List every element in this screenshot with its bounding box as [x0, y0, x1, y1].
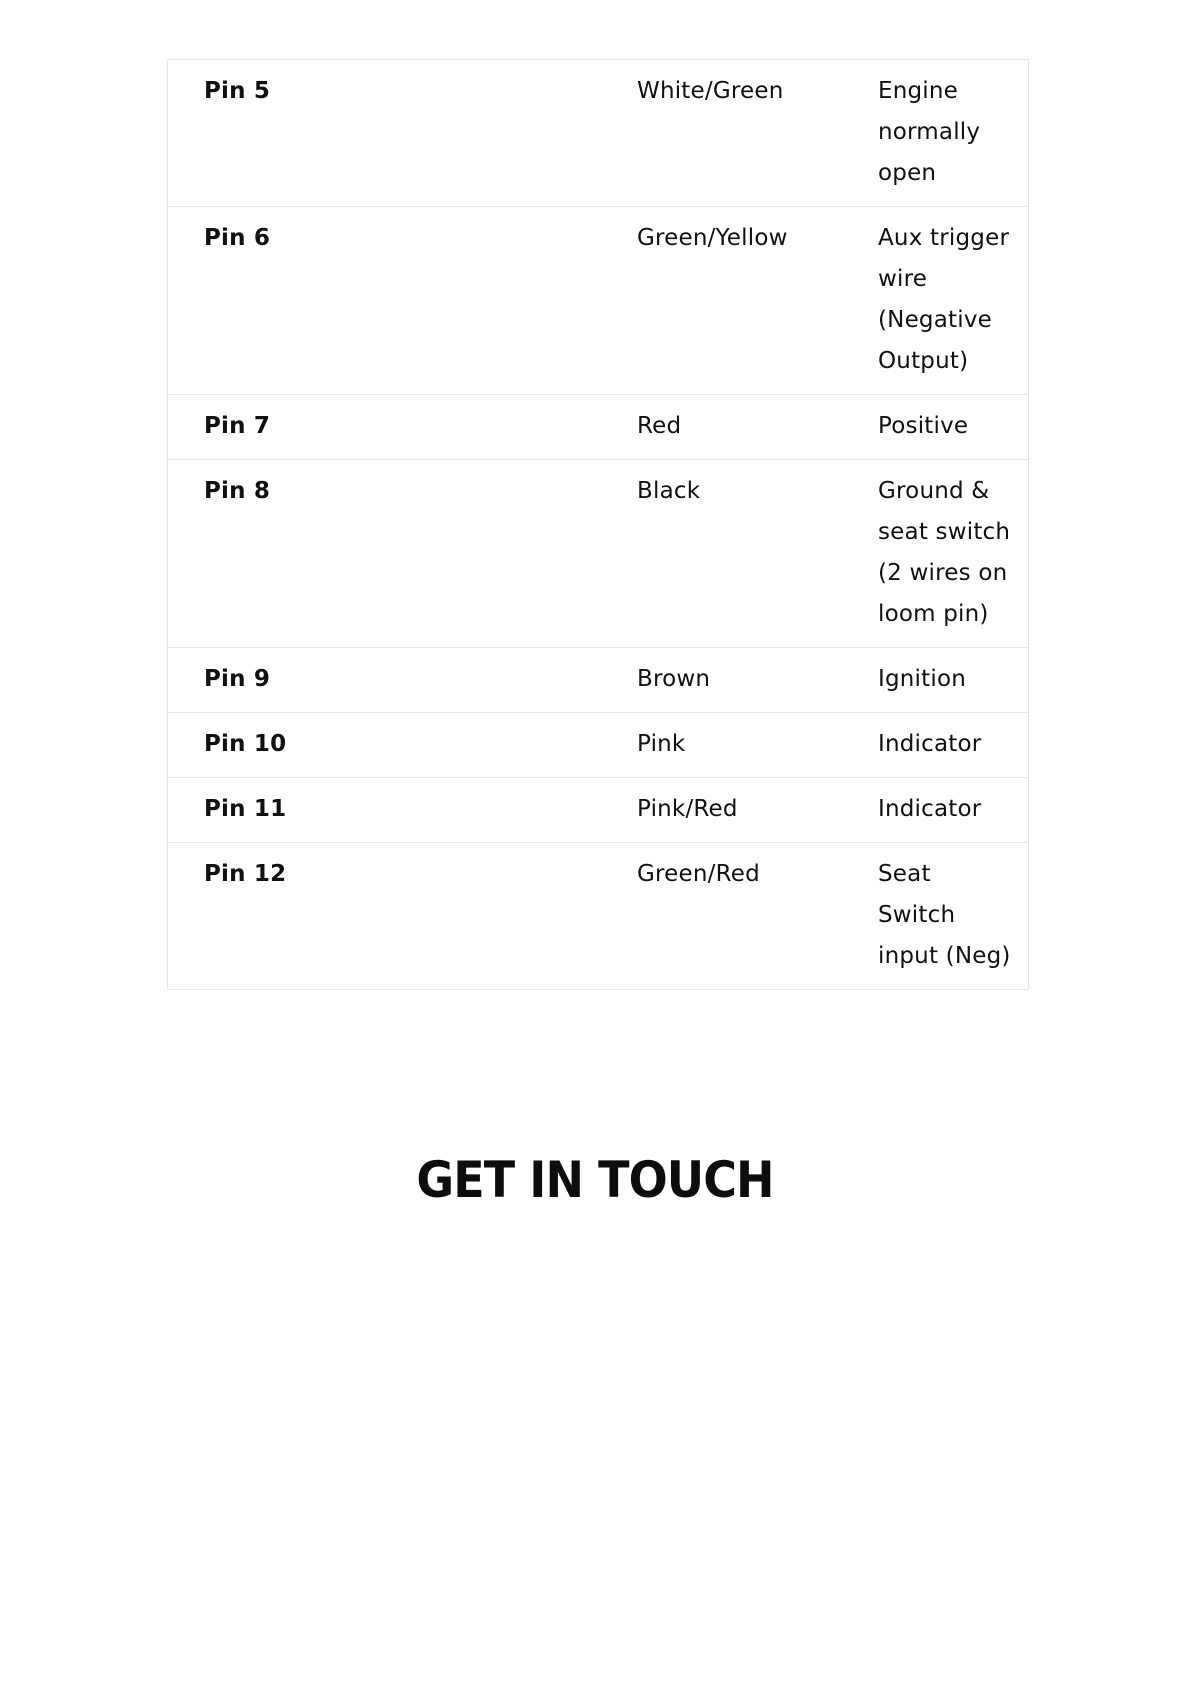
pin-cell: Pin 10 — [168, 713, 638, 778]
pin-cell: Pin 11 — [168, 778, 638, 843]
table-row — [168, 843, 1029, 990]
function-cell: Aux trigger wire (Negative Output) — [878, 207, 1029, 395]
function-cell: Indicator — [878, 778, 1029, 843]
wire-colour-cell: Brown — [637, 648, 878, 713]
function-cell: Ignition — [878, 648, 1029, 713]
wire-colour-cell: White/Green — [637, 78, 784, 104]
pin-cell: Pin 8 — [168, 460, 638, 648]
table-row — [168, 207, 1029, 395]
table-row — [168, 778, 1029, 843]
pin-cell: Pin 5 — [204, 78, 271, 104]
wire-colour-cell: Red — [637, 395, 878, 460]
wire-colour-cell: Black — [637, 460, 878, 648]
function-cell: Seat Switch input (Neg) — [878, 843, 1029, 990]
table-row — [168, 648, 1029, 713]
table-row — [168, 460, 1029, 648]
function-cell: Positive — [878, 395, 1029, 460]
table-row — [168, 395, 1029, 460]
get-in-touch-heading: GET IN TOUCH — [416, 1151, 774, 1209]
wire-colour-cell: Pink/Red — [637, 778, 878, 843]
pin-cell: Pin 6 — [168, 207, 638, 395]
wire-colour-cell: Green/Yellow — [637, 207, 878, 395]
function-cell: Engine normally open — [878, 78, 981, 186]
table-row — [168, 713, 1029, 778]
pin-wiring-table — [167, 59, 1029, 990]
function-cell: Ground & seat switch (2 wires on loom pin) — [878, 460, 1029, 648]
pin-cell: Pin 12 — [168, 843, 638, 990]
wire-colour-cell: Pink — [637, 713, 878, 778]
table-row — [168, 60, 1029, 207]
pin-cell: Pin 7 — [168, 395, 638, 460]
pin-cell: Pin 9 — [168, 648, 638, 713]
function-cell: Indicator — [878, 713, 1029, 778]
wire-colour-cell: Green/Red — [637, 843, 878, 990]
